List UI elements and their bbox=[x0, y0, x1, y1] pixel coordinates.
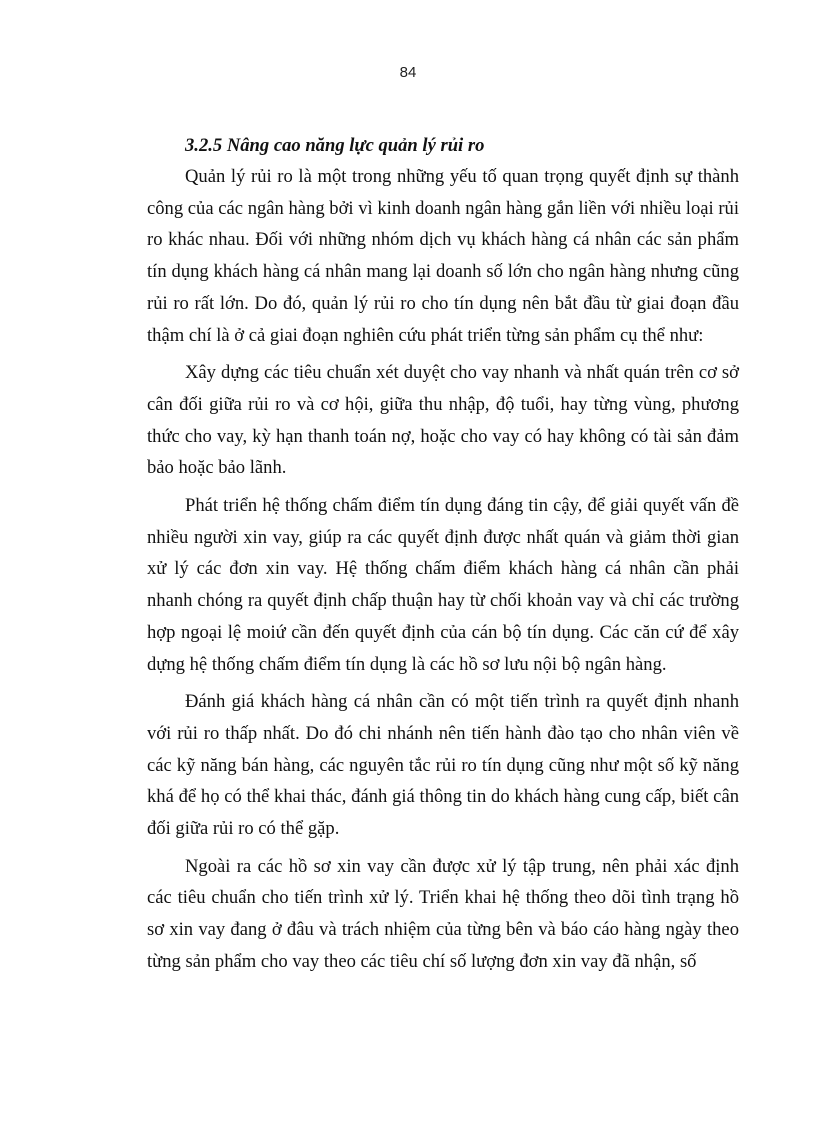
page-number: 84 bbox=[399, 64, 417, 81]
paragraph-2: Xây dựng các tiêu chuẩn xét duyệt cho vay nhanh và nhất quán trên cơ sở cân đối giữa rủi ro và cơ hội, giữa thu nhập, độ tuổi, hay từng vùng, phương thức cho vay, kỳ hạn thanh toán nợ, hoặc cho vay có hay không có tài sản đảm bảo hoặc bảo lãnh. bbox=[147, 362, 739, 479]
page-content bbox=[147, 130, 739, 984]
paragraph-3: Phát triển hệ thống chấm điểm tín dụng đáng tin cậy, để giải quyết vấn đề nhiều người xin vay, giúp ra các quyết định được nhất quán và giảm thời gian xử lý các đơn xin vay. Hệ thống chấm điểm khách hàng cá nhân cần phải nhanh chóng ra quyết định chấp thuận hay từ chối khoản vay và chỉ các trường hợp ngoại lệ moiứ cần đến quyết định của cán bộ tín dụng. Các căn cứ để xây dựng hệ thống chấm điểm tín dụng là các hồ sơ lưu nội bộ ngân hàng. bbox=[147, 495, 739, 675]
paragraph-1: Quản lý rủi ro là một trong những yếu tố quan trọng quyết định sự thành công của các ngân hàng bởi vì kinh doanh ngân hàng gắn liền với nhiều loại rủi ro khác nhau. Đối với những nhóm dịch vụ khách hàng cá nhân các sản phẩm tín dụng khách hàng cá nhân mang lại doanh số lớn cho ngân hàng nhưng cũng rủi ro rất lớn. Do đó, quản lý rủi ro cho tín dụng nên bắt đầu từ giai đoạn đầu thậm chí là ở cả giai đoạn nghiên cứu phát triển từng sản phẩm cụ thể như: bbox=[147, 166, 739, 346]
paragraph-5: Ngoài ra các hồ sơ xin vay cần được xử lý tập trung, nên phải xác định các tiêu chuẩn cho tiến trình xử lý. Triển khai hệ thống theo dõi tình trạng hồ sơ xin vay đang ở đâu và trách nhiệm của từng bên và báo cáo hàng ngày theo từng sản phẩm cho vay theo các tiêu chí số lượng đơn xin vay đã nhận, số bbox=[147, 855, 739, 972]
section-heading: 3.2.5 Nâng cao năng lực quản lý rủi ro bbox=[185, 135, 485, 156]
paragraph-4: Đánh giá khách hàng cá nhân cần có một tiến trình ra quyết định nhanh với rủi ro thấp nhất. Do đó chi nhánh nên tiến hành đào tạo cho nhân viên về các kỹ năng bán hàng, các nguyên tắc rủi ro tín dụng cũng như một số kỹ năng khá để họ có thể khai thác, đánh giá thông tin do khách hàng cung cấp, biết cân đối giữa rủi ro có thể gặp. bbox=[147, 691, 739, 840]
